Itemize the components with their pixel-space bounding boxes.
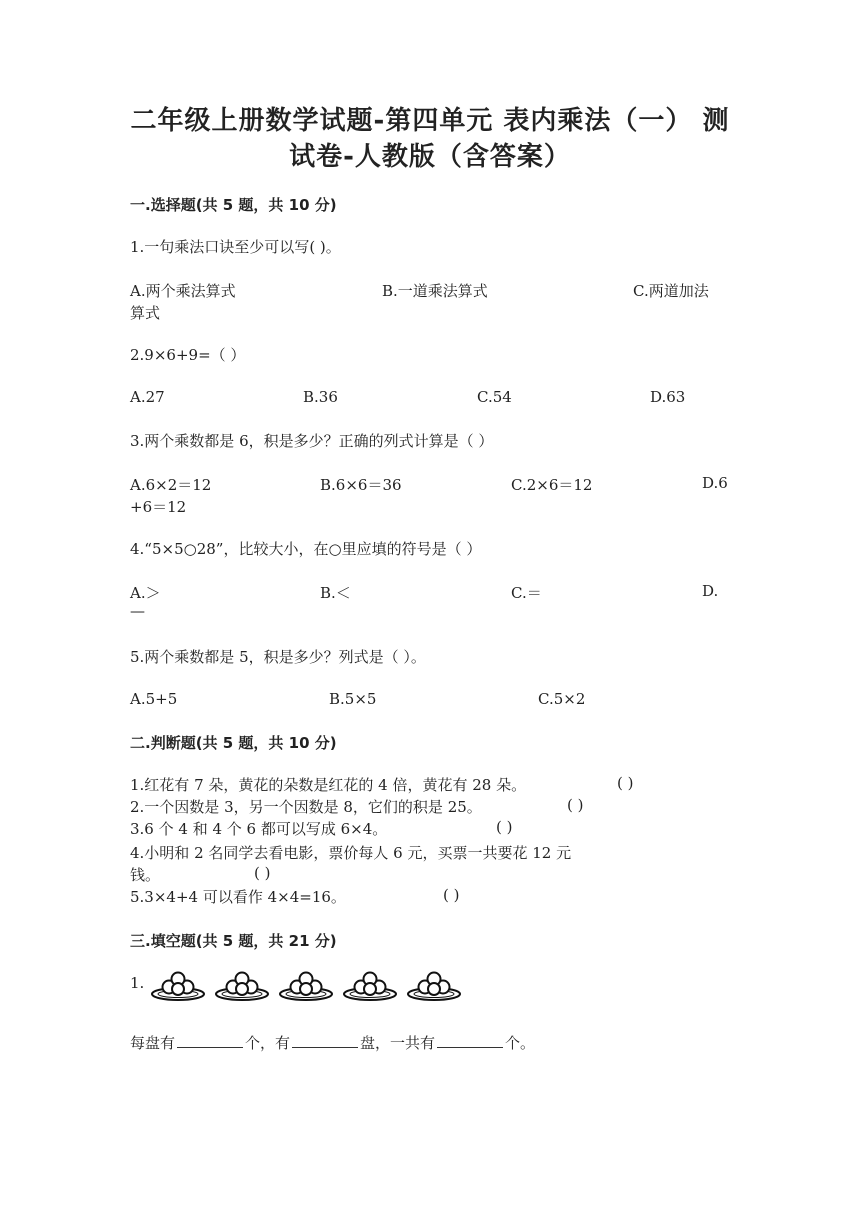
section-heading-fill: 三.填空题(共 5 题，共 21 分) xyxy=(130,932,337,950)
judge-item-4-paren: ( ) xyxy=(254,864,271,882)
q1-option-a: A.两个乘法算式 xyxy=(130,282,236,300)
q2-option-a: A.27 xyxy=(130,388,165,406)
q5-option-c: C.5×2 xyxy=(538,690,586,708)
answer-blank[interactable] xyxy=(177,1033,243,1048)
q1-option-c: C.两道加法 xyxy=(633,282,709,300)
fill-q1-text-2: 个，有 xyxy=(245,1034,291,1052)
q4-option-a: A.＞ xyxy=(130,584,161,602)
q3-option-d-wrap: +6＝12 xyxy=(130,498,187,516)
fill-q1-text-3: 盘，一共有 xyxy=(360,1034,436,1052)
fruit-plate-image xyxy=(342,968,398,1002)
q2-option-c: C.54 xyxy=(477,388,512,406)
q4-option-d-wrap: — xyxy=(130,602,145,620)
judge-item-3: 3.6 个 4 和 4 个 6 都可以写成 6×4。 xyxy=(130,820,388,838)
judge-item-5-paren: ( ) xyxy=(443,886,460,904)
q3-option-c: C.2×6＝12 xyxy=(511,476,593,494)
q1-option-b: B.一道乘法算式 xyxy=(382,282,488,300)
fruit-plate-image xyxy=(150,968,206,1002)
q4-option-d: D. xyxy=(702,582,719,600)
answer-blank[interactable] xyxy=(292,1033,358,1048)
page-title-line-2: 试卷-人教版（含答案） xyxy=(289,142,571,172)
judge-item-2-paren: ( ) xyxy=(567,796,584,814)
q1-stem: 1.一句乘法口诀至少可以写( )。 xyxy=(130,238,341,256)
fruit-plate-image xyxy=(214,968,270,1002)
judge-item-5: 5.3×4+4 可以看作 4×4=16。 xyxy=(130,888,346,906)
section-heading-choice: 一.选择题(共 5 题，共 10 分) xyxy=(130,196,337,214)
q3-stem: 3.两个乘数都是 6，积是多少？正确的列式计算是（ ） xyxy=(130,432,494,450)
fill-q1-number: 1. xyxy=(130,974,145,992)
judge-item-1-paren: ( ) xyxy=(617,774,634,792)
q5-option-b: B.5×5 xyxy=(329,690,377,708)
fill-q1-sentence xyxy=(130,1032,535,1053)
judge-item-1: 1.红花有 7 朵，黄花的朵数是红花的 4 倍，黄花有 28 朵。 xyxy=(130,776,527,794)
judge-item-2: 2.一个因数是 3，另一个因数是 8，它们的积是 25。 xyxy=(130,798,482,816)
judge-item-4-wrap: 钱。 xyxy=(130,866,161,884)
q3-option-b: B.6×6＝36 xyxy=(320,476,402,494)
q3-option-d: D.6 xyxy=(702,474,728,492)
answer-blank[interactable] xyxy=(437,1033,503,1048)
fruit-plate-image xyxy=(278,968,334,1002)
section-heading-judge: 二.判断题(共 5 题，共 10 分) xyxy=(130,734,337,752)
judge-item-3-paren: ( ) xyxy=(496,818,513,836)
q5-stem: 5.两个乘数都是 5，积是多少？列式是（ ）。 xyxy=(130,648,426,666)
judge-item-4: 4.小明和 2 名同学去看电影，票价每人 6 元，买票一共要花 12 元 xyxy=(130,844,572,862)
q5-option-a: A.5+5 xyxy=(130,690,178,708)
q4-option-b: B.＜ xyxy=(320,584,351,602)
q4-stem: 4.“5×5○28”，比较大小，在○里应填的符号是（ ） xyxy=(130,540,482,558)
q2-option-d: D.63 xyxy=(650,388,686,406)
q4-option-c: C.＝ xyxy=(511,584,542,602)
q1-option-c-wrap: 算式 xyxy=(130,304,161,322)
fill-q1-text-4: 个。 xyxy=(505,1034,536,1052)
q2-option-b: B.36 xyxy=(303,388,338,406)
fill-q1-text-1: 每盘有 xyxy=(130,1034,176,1052)
fruit-plate-image xyxy=(406,968,462,1002)
q3-option-a: A.6×2＝12 xyxy=(130,476,212,494)
q2-stem: 2.9×6+9=（ ） xyxy=(130,346,246,364)
page-title-line-1: 二年级上册数学试题-第四单元 表内乘法（一） 测 xyxy=(130,106,730,136)
